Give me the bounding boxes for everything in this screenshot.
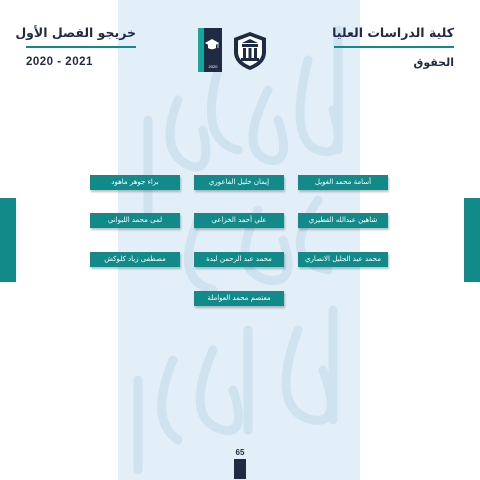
- college-title-underline: [334, 46, 454, 48]
- right-side-bar: [464, 198, 480, 282]
- college-title: كلية الدراسات العليا: [332, 25, 454, 40]
- graduation-cap-icon: [204, 38, 220, 52]
- graduate-name-tag: محمد عبد الرحمن لبدة: [194, 252, 284, 267]
- graduates-title: خريجو الفصل الأول: [15, 25, 136, 40]
- college-header: [334, 24, 454, 69]
- graduate-name-tag: مصطفى زياد كلوكش: [90, 252, 180, 267]
- graduate-name-tag: معتصم محمد العواملة: [194, 291, 284, 306]
- graduate-name-tag: لمى محمد اللبواني: [90, 213, 180, 228]
- logos: [198, 28, 280, 74]
- graduate-name-tag: علي أحمد الخزاعي: [194, 213, 284, 228]
- page-number: 65: [235, 448, 245, 457]
- page-number-block: [233, 448, 247, 480]
- graduate-name-tag: أسامة محمد الغويل: [298, 175, 388, 190]
- graduate-name-tag: براء جوهر ماهود: [90, 175, 180, 190]
- graduate-name-tag: شاهين عبدالله القطيري: [298, 213, 388, 228]
- graduation-logo-year: 2020: [208, 64, 218, 69]
- university-crest-icon: [228, 30, 272, 72]
- graduates-title-underline: [26, 46, 136, 48]
- left-side-bar: [0, 198, 16, 282]
- academic-years: 2020 - 2021: [26, 56, 93, 68]
- graduation-logo: [198, 28, 222, 72]
- graduates-header: [15, 24, 136, 68]
- page-number-bar: [234, 459, 246, 479]
- department-name: الحقوق: [413, 56, 454, 69]
- graduate-name-tag: إيمان خليل الفاعوري: [194, 175, 284, 190]
- graduate-name-tag: محمد عبد الجليل الانصاري: [298, 252, 388, 267]
